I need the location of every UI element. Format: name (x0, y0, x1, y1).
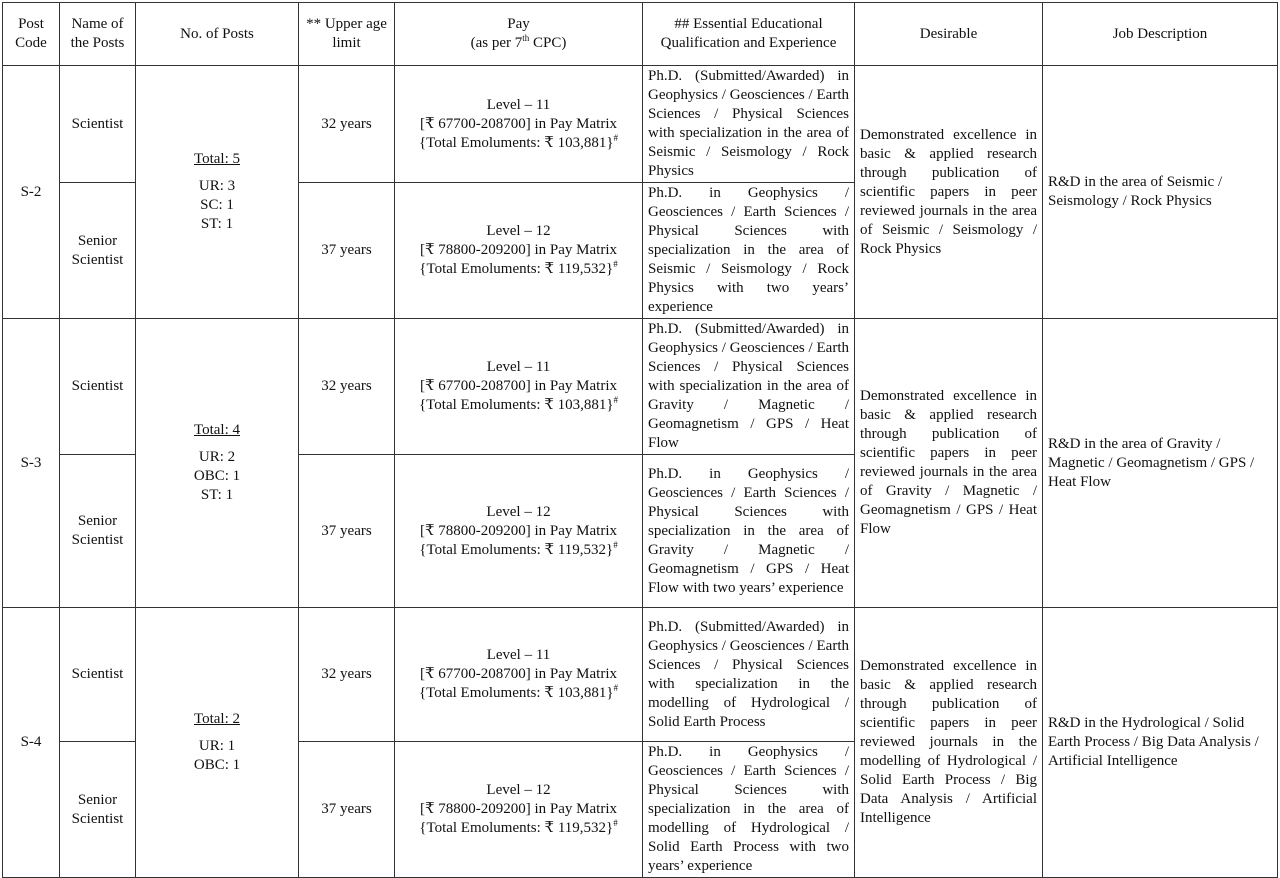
job-description-cell: R&D in the Hydrological / Solid Earth Process / Big Data Analysis / Artificial Intelligence (1043, 608, 1278, 878)
post-name-cell: Senior Scientist (60, 183, 136, 319)
job-description-cell: R&D in the area of Gravity / Magnetic / Geomagnetism / GPS / Heat Flow (1043, 319, 1278, 608)
posts-breakdown-item: ST: 1 (200, 216, 234, 232)
header-post-code: Post Code (3, 3, 60, 66)
pay-matrix: [₹ 78800-209200] in Pay Matrix (419, 801, 618, 817)
age-limit-cell: 37 years (299, 183, 395, 319)
post-name-cell: Senior Scientist (60, 742, 136, 878)
posts-total: Total: 4 (193, 422, 241, 438)
posts-table (2, 2, 1278, 878)
qualification-cell: Ph.D. (Submitted/Awarded) in Geophysics / Geosciences / Earth Sciences / Physical Sciences with specialization in the area of Gravity / Magnetic / Geomagnetism / GPS / Heat Flow (643, 319, 855, 455)
posts-breakdown-item: ST: 1 (200, 487, 234, 503)
pay-emoluments-text: {Total Emoluments: ₹ 103,881} (418, 397, 614, 413)
post-name-cell: Senior Scientist (60, 455, 136, 608)
age-limit-cell: 37 years (299, 742, 395, 878)
qualification-cell: Ph.D. in Geophysics / Geosciences / Earth Sciences / Physical Sciences with specialization in the area of Gravity / Magnetic / Geomagnetism / GPS / Heat Flow with two years’ experience (643, 455, 855, 608)
header-pay-post: CPC) (529, 35, 567, 51)
age-limit-cell: 32 years (299, 319, 395, 455)
header-pay-sup: th (522, 33, 530, 43)
table-row (3, 608, 1278, 742)
pay-emoluments-mark: # (613, 395, 619, 405)
posts-total: Total: 2 (193, 711, 241, 727)
age-limit-cell: 32 years (299, 66, 395, 183)
pay-emoluments-text: {Total Emoluments: ₹ 103,881} (418, 134, 614, 151)
header-desirable: Desirable (855, 3, 1043, 66)
pay-emoluments-text: {Total Emoluments: ₹ 103,881} (418, 685, 614, 701)
header-name-of-posts: Name of the Posts (60, 3, 136, 66)
header-row (3, 3, 1278, 66)
age-limit-cell: 37 years (299, 455, 395, 608)
posts-total: Total: 5 (193, 151, 241, 167)
header-qualification: ## Essential Educational Qualification and Experience (643, 3, 855, 66)
posts-breakdown-item: UR: 3 (198, 178, 236, 194)
no-of-posts-cell (136, 608, 299, 878)
job-description-cell: R&D in the area of Seismic / Seismology / Rock Physics (1043, 66, 1278, 319)
posts-breakdown-item: OBC: 1 (193, 468, 241, 484)
pay-emoluments-text: {Total Emoluments: ₹ 119,532} (419, 541, 614, 558)
post-name-cell: Scientist (60, 608, 136, 742)
pay-emoluments (400, 396, 637, 415)
pay-matrix: [₹ 78800-209200] in Pay Matrix (419, 242, 618, 258)
pay-level: Level – 11 (486, 96, 551, 113)
age-limit-cell: 32 years (299, 608, 395, 742)
posts-breakdown-item: OBC: 1 (193, 757, 241, 773)
pay-cell (395, 455, 643, 608)
qualification-cell: Ph.D. in Geophysics / Geosciences / Earth Sciences / Physical Sciences with specialization in the area of modelling of Hydrological / Solid Earth Process with two years’ experience (643, 742, 855, 878)
qualification-cell: Ph.D. (Submitted/Awarded) in Geophysics / Geosciences / Earth Sciences / Physical Sciences with specialization in the area of Seismic / Seismology / Rock Physics (643, 66, 855, 183)
qualification-cell: Ph.D. in Geophysics / Geosciences / Earth Sciences / Physical Sciences with specialization in the area of Seismic / Seismology / Rock Physics with two years’ experience (643, 183, 855, 319)
header-pay-line1: Pay (507, 16, 530, 32)
posts-breakdown-item: UR: 1 (198, 738, 236, 754)
table-row (3, 66, 1278, 183)
pay-cell (395, 183, 643, 319)
pay-emoluments-mark: # (613, 539, 618, 550)
no-of-posts-cell (136, 319, 299, 608)
desirable-cell: Demonstrated excellence in basic & applied research through publication of scientific papers in peer reviewed journals in the area of Seismic / Seismology / Rock Physics (855, 66, 1043, 319)
pay-cell (395, 319, 643, 455)
pay-emoluments-mark: # (613, 683, 619, 693)
pay-emoluments (400, 260, 637, 279)
header-pay (395, 3, 643, 66)
desirable-cell: Demonstrated excellence in basic & applied research through publication of scientific papers in peer reviewed journals in the area of Gravity / Magnetic / Geomagnetism / GPS / Heat Flow (855, 319, 1043, 608)
pay-emoluments-mark: # (613, 259, 618, 269)
posts-breakdown-item: UR: 2 (198, 449, 236, 465)
post-code-cell: S-3 (3, 319, 60, 608)
pay-emoluments-mark: # (613, 132, 619, 143)
pay-emoluments (400, 541, 637, 560)
qualification-cell: Ph.D. (Submitted/Awarded) in Geophysics / Geosciences / Earth Sciences / Physical Sciences with specialization in the modelling of Hydrological / Solid Earth Process (643, 608, 855, 742)
pay-matrix: [₹ 78800-209200] in Pay Matrix (419, 522, 618, 539)
header-upper-age-limit: ** Upper age limit (299, 3, 395, 66)
pay-level: Level – 12 (486, 503, 551, 520)
pay-matrix: [₹ 67700-208700] in Pay Matrix (419, 666, 618, 682)
post-name-cell: Scientist (60, 66, 136, 183)
pay-emoluments-text: {Total Emoluments: ₹ 119,532} (419, 261, 614, 277)
pay-level: Level – 11 (486, 647, 551, 663)
pay-matrix: [₹ 67700-208700] in Pay Matrix (419, 115, 618, 132)
header-no-of-posts: No. of Posts (136, 3, 299, 66)
pay-emoluments (400, 134, 637, 153)
pay-emoluments-mark: # (613, 818, 618, 828)
post-code-cell: S-4 (3, 608, 60, 878)
pay-emoluments (400, 684, 637, 703)
no-of-posts-cell (136, 66, 299, 319)
header-pay-line2 (400, 34, 637, 53)
pay-emoluments (400, 819, 637, 838)
header-job-description: Job Description (1043, 3, 1278, 66)
pay-level: Level – 12 (486, 782, 551, 798)
post-code-cell: S-2 (3, 66, 60, 319)
post-name-cell: Scientist (60, 319, 136, 455)
header-pay-pre: (as per 7 (470, 35, 523, 51)
pay-matrix: [₹ 67700-208700] in Pay Matrix (419, 378, 618, 394)
desirable-cell: Demonstrated excellence in basic & applied research through publication of scientific papers in peer reviewed journals in the modelling of Hydrological / Solid Earth Process / Big Data Analysis / Artificial Intelligence (855, 608, 1043, 878)
pay-cell (395, 66, 643, 183)
pay-cell (395, 742, 643, 878)
table-row (3, 319, 1278, 455)
pay-level: Level – 12 (486, 223, 551, 239)
pay-cell (395, 608, 643, 742)
pay-emoluments-text: {Total Emoluments: ₹ 119,532} (419, 820, 614, 836)
posts-breakdown-item: SC: 1 (200, 197, 234, 213)
pay-level: Level – 11 (486, 359, 551, 375)
